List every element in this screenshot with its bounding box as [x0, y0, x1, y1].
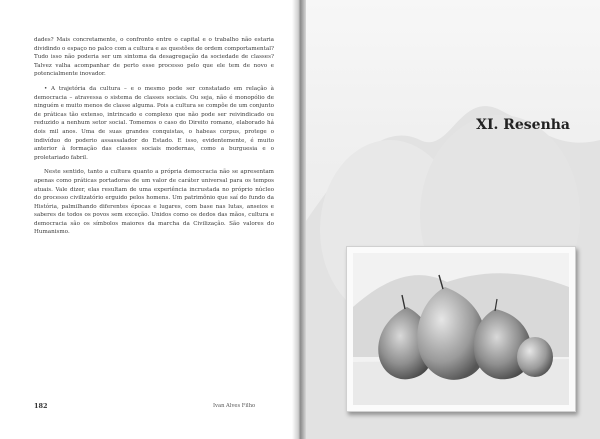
chapter-title: XI. Resenha [476, 117, 570, 133]
pears-painting [346, 246, 576, 412]
running-footer: Ivan Alves Filho [213, 403, 256, 409]
book-gutter [292, 0, 306, 439]
page-number: 182 [34, 402, 48, 410]
pears-illustration [347, 247, 575, 411]
body-text [34, 36, 274, 243]
right-page [300, 0, 600, 439]
paragraph: dades? Mais concretamente, o confronto entre o capital e o trabalho não estaria dividindo o espaço no palco com a cultura e as questões de ordem comportamental? Tudo isso não poderia ser um sintoma da desagregação da sociedade de classes? Talvez valha acompanhar de perto esse processo pelo que ele tem de novo e potencialmente inovador. [34, 37, 274, 78]
paragraph: • A trajetória da cultura – e o mesmo pode ser constatado em relação à democracia – atravessa o sistema de classes sociais. Ou seja, não é monopólio de ninguém e muito menos de classe alguma. Pois a cultura se compõe de um conjunto de práticas tão extenso, intrincado e complexo que não pode ser reivindicado ou reduzido a nenhum setor social. Tomemos o caso do Direito romano, elaborado há dois mil anos. Uma de suas grandes conquistas, o habeas corpus, protege o indivíduo do poderio assassalador do Estado. E isso, evidentemente, é muito anterior à formação das classes sociais modernas, como a burguesia e o proletariado fabril. [34, 85, 274, 161]
paragraph: Neste sentido, tanto a cultura quanto a própria democracia não se apresentam apenas como práticas portadoras de um valor de caráter universal para os tempos atuais. Vale dizer, elas resultam de uma experiência incrustada no próprio núcleo do processo civilizatório erguido pelos homens. Um patrimônio que saí do fundo da História, palmilhando diferentes épocas e lugares, com base nas lutas, anseios e saberes de todos os povos sem exceção. Unidos como os dedos das mãos, cultura e democracia são os símbolos maiores da marcha da Civilização. São valores do Humanismo. [34, 169, 274, 236]
